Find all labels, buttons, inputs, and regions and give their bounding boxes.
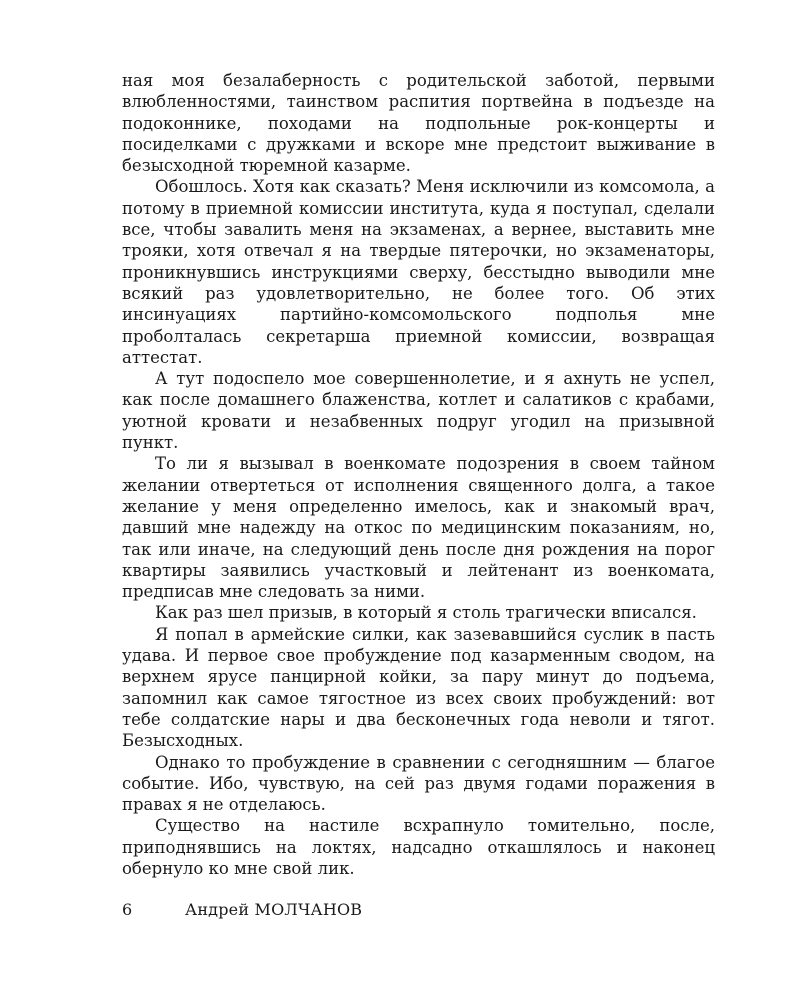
body-text	[122, 70, 715, 879]
page-footer	[122, 900, 715, 924]
paragraph: Однако то пробуждение в сравнении с сегодняшним — благое событие. Ибо, чувствую, на сей раз двумя годами поражения в правах я не отделаюсь.	[122, 752, 715, 815]
page-number: 6	[122, 900, 133, 919]
paragraph: Обошлось. Хотя как сказать? Меня исключили из комсомола, а потому в приемной комиссии института, куда я поступал, сделали все, чтобы завалить меня на экзаменах, а вернее, выставить мне трояки, хотя отвечал я на твердые пятерочки, но экзаменаторы, проникнувшись инструкциями сверху, бесстыдно выводили мне всякий раз удовлетворительно, не более того. Об этих инсинуациях партийно-комсомольского подполья мне проболталась секретарша приемной комиссии, возвращая аттестат.	[122, 177, 715, 367]
paragraph: То ли я вызывал в военкомате подозрения в своем тайном желании отвертеться от исполнения священного долга, а такое желание у меня определенно имелось, как и знакомый врач, давший мне надежду на откос по медицинским показаниям, но, так или иначе, на следующий день после дня рождения на порог квартиры заявились участковый и лейтенант из военкомата, предписав мне следовать за ними.	[122, 454, 715, 602]
paragraph: А тут подоспело мое совершеннолетие, и я ахнуть не успел, как после домашнего блаженства, котлет и салатиков с крабами, уютной кровати и незабвенных подруг угодил на призывной пункт.	[122, 369, 715, 453]
paragraph: ная моя безалаберность с родительской заботой, первыми влюбленностями, таинством распития портвейна в подъезде на подоконнике, походами на подпольные рок-концерты и посиделками с дружками и вскоре мне предстоит выживание в безысходной тюремной казарме.	[122, 71, 715, 176]
paragraph: Как раз шел призыв, в который я столь трагически вписался.	[155, 603, 697, 623]
running-head-author: Андрей МОЛЧАНОВ	[185, 900, 363, 919]
paragraph: Существо на настиле всхрапнуло томительно, после, приподнявшись на локтях, надсадно откашлялось и наконец обернуло ко мне свой лик.	[122, 816, 715, 878]
paragraph: Я попал в армейские силки, как зазевавшийся суслик в пасть удава. И первое свое пробуждение под казарменным сводом, на верхнем ярусе панцирной койки, за пару минут до подъема, запомнил как самое тягостное из всех своих пробуждений: вот тебе солдатские нары и два бесконечных года неволи и тягот. Безысходных.	[122, 624, 715, 751]
